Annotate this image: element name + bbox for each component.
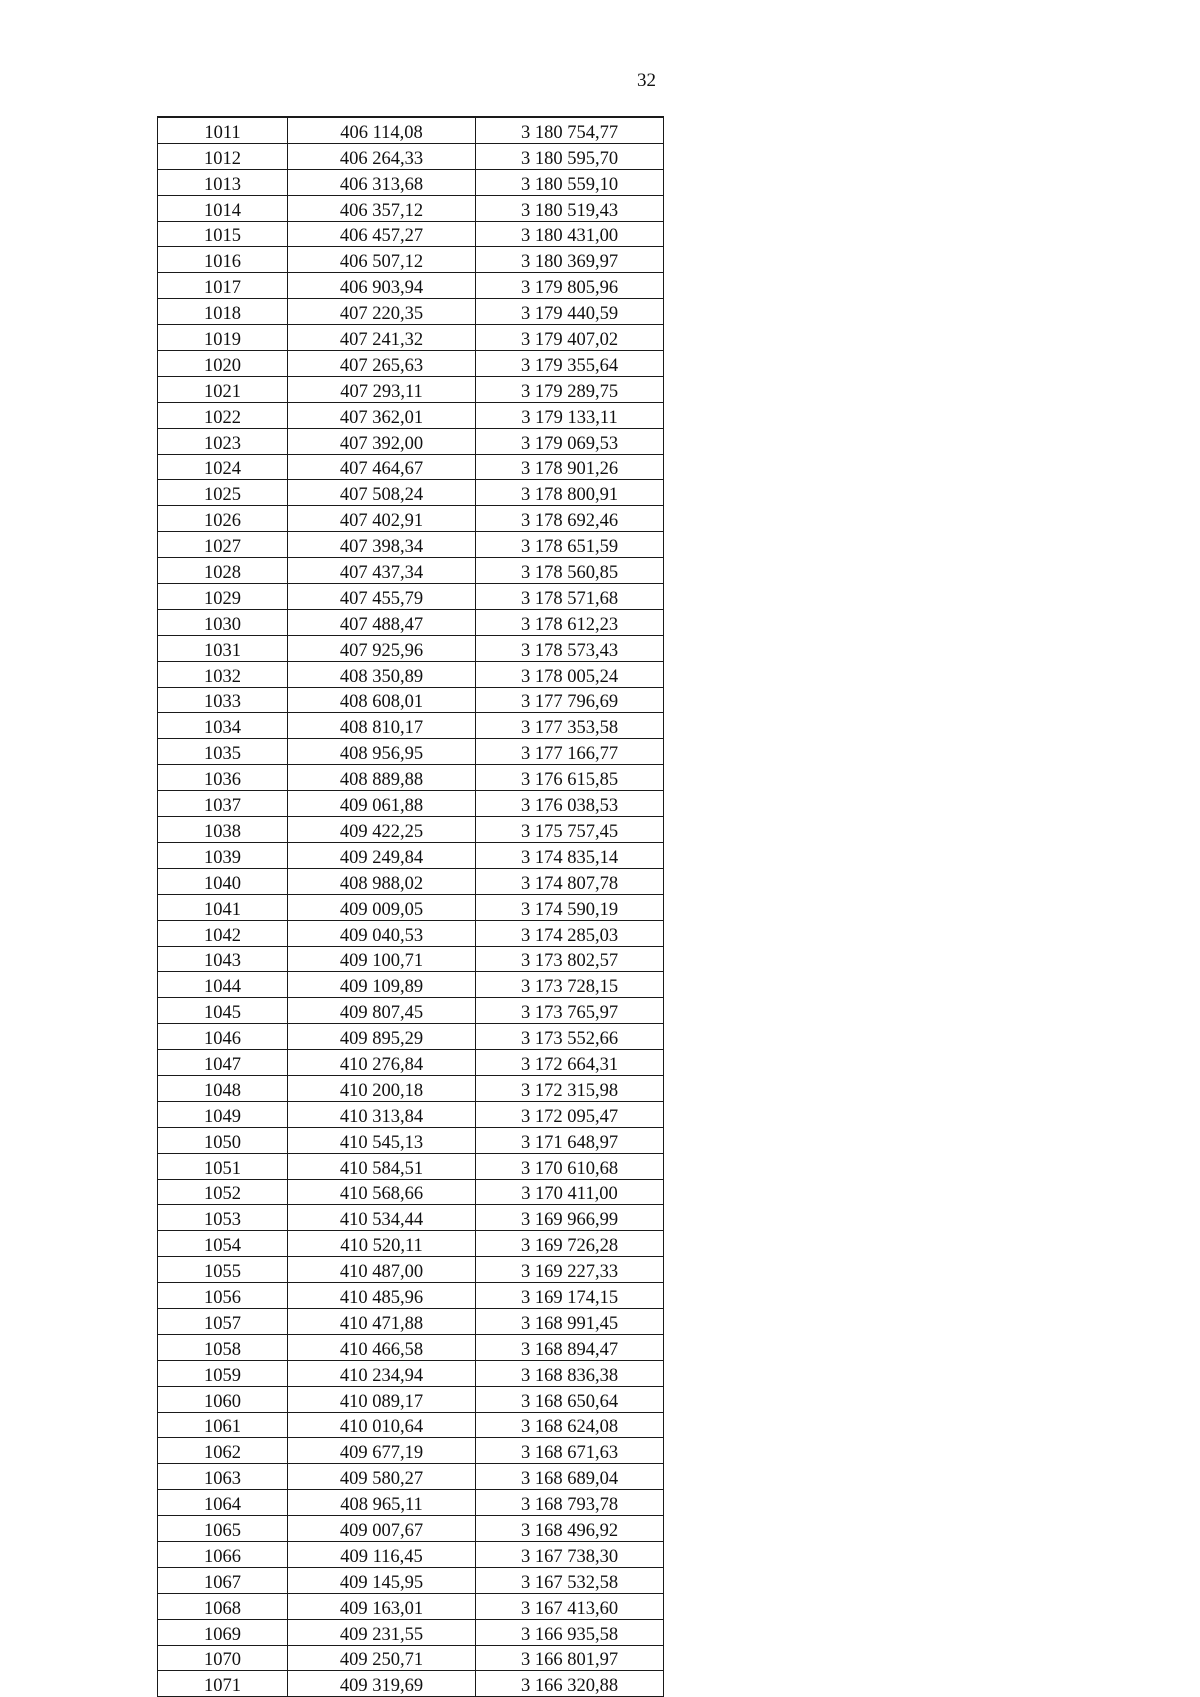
y-coordinate-cell: 3 173 728,15 bbox=[476, 972, 664, 998]
x-coordinate-cell: 410 520,11 bbox=[288, 1231, 476, 1257]
y-coordinate-cell: 3 177 796,69 bbox=[476, 687, 664, 713]
point-number-cell: 1040 bbox=[158, 868, 288, 894]
y-coordinate-cell: 3 180 595,70 bbox=[476, 143, 664, 169]
x-coordinate-cell: 408 956,95 bbox=[288, 739, 476, 765]
page-number: 32 bbox=[637, 70, 656, 91]
table-row bbox=[158, 325, 664, 351]
x-coordinate-cell: 410 485,96 bbox=[288, 1283, 476, 1309]
x-coordinate-cell: 410 534,44 bbox=[288, 1205, 476, 1231]
table-row bbox=[158, 1619, 664, 1645]
x-coordinate-cell: 409 163,01 bbox=[288, 1593, 476, 1619]
table-row bbox=[158, 1024, 664, 1050]
table-row bbox=[158, 143, 664, 169]
table-row bbox=[158, 1360, 664, 1386]
y-coordinate-cell: 3 179 440,59 bbox=[476, 299, 664, 325]
point-number-cell: 1058 bbox=[158, 1334, 288, 1360]
point-number-cell: 1012 bbox=[158, 143, 288, 169]
x-coordinate-cell: 407 488,47 bbox=[288, 609, 476, 635]
x-coordinate-cell: 409 109,89 bbox=[288, 972, 476, 998]
table-row bbox=[158, 920, 664, 946]
y-coordinate-cell: 3 171 648,97 bbox=[476, 1127, 664, 1153]
y-coordinate-cell: 3 174 807,78 bbox=[476, 868, 664, 894]
table-row bbox=[158, 247, 664, 273]
point-number-cell: 1045 bbox=[158, 998, 288, 1024]
table-row bbox=[158, 1257, 664, 1283]
x-coordinate-cell: 409 061,88 bbox=[288, 791, 476, 817]
x-coordinate-cell: 410 545,13 bbox=[288, 1127, 476, 1153]
y-coordinate-cell: 3 179 805,96 bbox=[476, 273, 664, 299]
point-number-cell: 1059 bbox=[158, 1360, 288, 1386]
x-coordinate-cell: 410 584,51 bbox=[288, 1153, 476, 1179]
table-row bbox=[158, 506, 664, 532]
y-coordinate-cell: 3 168 650,64 bbox=[476, 1386, 664, 1412]
point-number-cell: 1032 bbox=[158, 661, 288, 687]
table-row bbox=[158, 791, 664, 817]
y-coordinate-cell: 3 168 689,04 bbox=[476, 1464, 664, 1490]
x-coordinate-cell: 410 471,88 bbox=[288, 1308, 476, 1334]
point-number-cell: 1046 bbox=[158, 1024, 288, 1050]
x-coordinate-cell: 410 487,00 bbox=[288, 1257, 476, 1283]
table-row bbox=[158, 532, 664, 558]
y-coordinate-cell: 3 180 519,43 bbox=[476, 195, 664, 221]
x-coordinate-cell: 409 807,45 bbox=[288, 998, 476, 1024]
table-row bbox=[158, 817, 664, 843]
table-row bbox=[158, 1386, 664, 1412]
y-coordinate-cell: 3 176 615,85 bbox=[476, 765, 664, 791]
table-row bbox=[158, 1567, 664, 1593]
table-row bbox=[158, 1516, 664, 1542]
point-number-cell: 1054 bbox=[158, 1231, 288, 1257]
y-coordinate-cell: 3 180 369,97 bbox=[476, 247, 664, 273]
y-coordinate-cell: 3 179 407,02 bbox=[476, 325, 664, 351]
x-coordinate-cell: 409 422,25 bbox=[288, 817, 476, 843]
x-coordinate-cell: 406 313,68 bbox=[288, 169, 476, 195]
y-coordinate-cell: 3 180 559,10 bbox=[476, 169, 664, 195]
table-row bbox=[158, 1541, 664, 1567]
point-number-cell: 1028 bbox=[158, 558, 288, 584]
table-row bbox=[158, 221, 664, 247]
y-coordinate-cell: 3 179 133,11 bbox=[476, 402, 664, 428]
table-row bbox=[158, 1645, 664, 1671]
y-coordinate-cell: 3 168 793,78 bbox=[476, 1490, 664, 1516]
x-coordinate-cell: 407 455,79 bbox=[288, 584, 476, 610]
table-row bbox=[158, 351, 664, 377]
table-row bbox=[158, 1205, 664, 1231]
table-row bbox=[158, 1671, 664, 1697]
y-coordinate-cell: 3 178 560,85 bbox=[476, 558, 664, 584]
point-number-cell: 1051 bbox=[158, 1153, 288, 1179]
y-coordinate-cell: 3 178 571,68 bbox=[476, 584, 664, 610]
point-number-cell: 1070 bbox=[158, 1645, 288, 1671]
x-coordinate-cell: 406 903,94 bbox=[288, 273, 476, 299]
point-number-cell: 1065 bbox=[158, 1516, 288, 1542]
point-number-cell: 1042 bbox=[158, 920, 288, 946]
point-number-cell: 1068 bbox=[158, 1593, 288, 1619]
point-number-cell: 1037 bbox=[158, 791, 288, 817]
x-coordinate-cell: 407 398,34 bbox=[288, 532, 476, 558]
x-coordinate-cell: 410 313,84 bbox=[288, 1101, 476, 1127]
table-row bbox=[158, 1283, 664, 1309]
point-number-cell: 1030 bbox=[158, 609, 288, 635]
point-number-cell: 1036 bbox=[158, 765, 288, 791]
point-number-cell: 1048 bbox=[158, 1075, 288, 1101]
table-row bbox=[158, 972, 664, 998]
point-number-cell: 1020 bbox=[158, 351, 288, 377]
y-coordinate-cell: 3 172 664,31 bbox=[476, 1050, 664, 1076]
x-coordinate-cell: 408 608,01 bbox=[288, 687, 476, 713]
point-number-cell: 1057 bbox=[158, 1308, 288, 1334]
point-number-cell: 1031 bbox=[158, 635, 288, 661]
x-coordinate-cell: 409 007,67 bbox=[288, 1516, 476, 1542]
x-coordinate-cell: 407 925,96 bbox=[288, 635, 476, 661]
table-row bbox=[158, 1179, 664, 1205]
y-coordinate-cell: 3 179 289,75 bbox=[476, 376, 664, 402]
y-coordinate-cell: 3 174 590,19 bbox=[476, 894, 664, 920]
x-coordinate-cell: 407 220,35 bbox=[288, 299, 476, 325]
point-number-cell: 1029 bbox=[158, 584, 288, 610]
point-number-cell: 1014 bbox=[158, 195, 288, 221]
table-row bbox=[158, 1334, 664, 1360]
y-coordinate-cell: 3 173 552,66 bbox=[476, 1024, 664, 1050]
table-row bbox=[158, 480, 664, 506]
table-row bbox=[158, 1412, 664, 1438]
table-row bbox=[158, 946, 664, 972]
table-row bbox=[158, 558, 664, 584]
y-coordinate-cell: 3 172 095,47 bbox=[476, 1101, 664, 1127]
table-row bbox=[158, 842, 664, 868]
y-coordinate-cell: 3 173 802,57 bbox=[476, 946, 664, 972]
table-row bbox=[158, 402, 664, 428]
table-row bbox=[158, 376, 664, 402]
x-coordinate-cell: 408 350,89 bbox=[288, 661, 476, 687]
x-coordinate-cell: 407 293,11 bbox=[288, 376, 476, 402]
x-coordinate-cell: 408 965,11 bbox=[288, 1490, 476, 1516]
table-row bbox=[158, 1101, 664, 1127]
table-row bbox=[158, 117, 664, 143]
point-number-cell: 1047 bbox=[158, 1050, 288, 1076]
y-coordinate-cell: 3 166 935,58 bbox=[476, 1619, 664, 1645]
y-coordinate-cell: 3 178 800,91 bbox=[476, 480, 664, 506]
x-coordinate-cell: 407 392,00 bbox=[288, 428, 476, 454]
y-coordinate-cell: 3 178 612,23 bbox=[476, 609, 664, 635]
y-coordinate-cell: 3 175 757,45 bbox=[476, 817, 664, 843]
y-coordinate-cell: 3 178 651,59 bbox=[476, 532, 664, 558]
table-row bbox=[158, 687, 664, 713]
y-coordinate-cell: 3 168 496,92 bbox=[476, 1516, 664, 1542]
x-coordinate-cell: 409 249,84 bbox=[288, 842, 476, 868]
point-number-cell: 1069 bbox=[158, 1619, 288, 1645]
point-number-cell: 1015 bbox=[158, 221, 288, 247]
y-coordinate-cell: 3 178 901,26 bbox=[476, 454, 664, 480]
point-number-cell: 1071 bbox=[158, 1671, 288, 1697]
x-coordinate-cell: 409 895,29 bbox=[288, 1024, 476, 1050]
x-coordinate-cell: 407 402,91 bbox=[288, 506, 476, 532]
table-row bbox=[158, 1464, 664, 1490]
table-row bbox=[158, 195, 664, 221]
point-number-cell: 1049 bbox=[158, 1101, 288, 1127]
x-coordinate-cell: 409 145,95 bbox=[288, 1567, 476, 1593]
x-coordinate-cell: 407 265,63 bbox=[288, 351, 476, 377]
x-coordinate-cell: 406 264,33 bbox=[288, 143, 476, 169]
x-coordinate-cell: 410 466,58 bbox=[288, 1334, 476, 1360]
table-row bbox=[158, 454, 664, 480]
point-number-cell: 1052 bbox=[158, 1179, 288, 1205]
point-number-cell: 1064 bbox=[158, 1490, 288, 1516]
y-coordinate-cell: 3 174 835,14 bbox=[476, 842, 664, 868]
point-number-cell: 1026 bbox=[158, 506, 288, 532]
point-number-cell: 1013 bbox=[158, 169, 288, 195]
point-number-cell: 1050 bbox=[158, 1127, 288, 1153]
y-coordinate-cell: 3 177 166,77 bbox=[476, 739, 664, 765]
table-row bbox=[158, 661, 664, 687]
y-coordinate-cell: 3 180 431,00 bbox=[476, 221, 664, 247]
point-number-cell: 1018 bbox=[158, 299, 288, 325]
table-row bbox=[158, 584, 664, 610]
point-number-cell: 1024 bbox=[158, 454, 288, 480]
table-row bbox=[158, 1153, 664, 1179]
coordinates-table bbox=[157, 116, 664, 1697]
point-number-cell: 1041 bbox=[158, 894, 288, 920]
x-coordinate-cell: 409 250,71 bbox=[288, 1645, 476, 1671]
x-coordinate-cell: 409 040,53 bbox=[288, 920, 476, 946]
point-number-cell: 1025 bbox=[158, 480, 288, 506]
point-number-cell: 1066 bbox=[158, 1541, 288, 1567]
point-number-cell: 1055 bbox=[158, 1257, 288, 1283]
x-coordinate-cell: 407 437,34 bbox=[288, 558, 476, 584]
x-coordinate-cell: 410 568,66 bbox=[288, 1179, 476, 1205]
x-coordinate-cell: 406 114,08 bbox=[288, 117, 476, 143]
y-coordinate-cell: 3 178 005,24 bbox=[476, 661, 664, 687]
point-number-cell: 1056 bbox=[158, 1283, 288, 1309]
table-row bbox=[158, 894, 664, 920]
table-row bbox=[158, 713, 664, 739]
y-coordinate-cell: 3 170 411,00 bbox=[476, 1179, 664, 1205]
y-coordinate-cell: 3 168 624,08 bbox=[476, 1412, 664, 1438]
y-coordinate-cell: 3 178 573,43 bbox=[476, 635, 664, 661]
y-coordinate-cell: 3 170 610,68 bbox=[476, 1153, 664, 1179]
x-coordinate-cell: 408 810,17 bbox=[288, 713, 476, 739]
y-coordinate-cell: 3 167 413,60 bbox=[476, 1593, 664, 1619]
y-coordinate-cell: 3 168 894,47 bbox=[476, 1334, 664, 1360]
x-coordinate-cell: 409 319,69 bbox=[288, 1671, 476, 1697]
point-number-cell: 1021 bbox=[158, 376, 288, 402]
point-number-cell: 1011 bbox=[158, 117, 288, 143]
y-coordinate-cell: 3 180 754,77 bbox=[476, 117, 664, 143]
point-number-cell: 1060 bbox=[158, 1386, 288, 1412]
coordinates-table-body bbox=[158, 117, 664, 1697]
y-coordinate-cell: 3 173 765,97 bbox=[476, 998, 664, 1024]
y-coordinate-cell: 3 172 315,98 bbox=[476, 1075, 664, 1101]
table-row bbox=[158, 609, 664, 635]
table-row bbox=[158, 765, 664, 791]
x-coordinate-cell: 409 580,27 bbox=[288, 1464, 476, 1490]
table-row bbox=[158, 1593, 664, 1619]
table-row bbox=[158, 635, 664, 661]
y-coordinate-cell: 3 179 355,64 bbox=[476, 351, 664, 377]
table-row bbox=[158, 273, 664, 299]
y-coordinate-cell: 3 168 671,63 bbox=[476, 1438, 664, 1464]
point-number-cell: 1022 bbox=[158, 402, 288, 428]
x-coordinate-cell: 406 457,27 bbox=[288, 221, 476, 247]
table-row bbox=[158, 1127, 664, 1153]
point-number-cell: 1016 bbox=[158, 247, 288, 273]
y-coordinate-cell: 3 168 836,38 bbox=[476, 1360, 664, 1386]
y-coordinate-cell: 3 167 738,30 bbox=[476, 1541, 664, 1567]
x-coordinate-cell: 410 089,17 bbox=[288, 1386, 476, 1412]
table-row bbox=[158, 868, 664, 894]
table-row bbox=[158, 428, 664, 454]
x-coordinate-cell: 408 889,88 bbox=[288, 765, 476, 791]
y-coordinate-cell: 3 169 966,99 bbox=[476, 1205, 664, 1231]
point-number-cell: 1034 bbox=[158, 713, 288, 739]
y-coordinate-cell: 3 174 285,03 bbox=[476, 920, 664, 946]
y-coordinate-cell: 3 169 174,15 bbox=[476, 1283, 664, 1309]
point-number-cell: 1023 bbox=[158, 428, 288, 454]
y-coordinate-cell: 3 166 320,88 bbox=[476, 1671, 664, 1697]
table-row bbox=[158, 1050, 664, 1076]
x-coordinate-cell: 407 508,24 bbox=[288, 480, 476, 506]
y-coordinate-cell: 3 169 227,33 bbox=[476, 1257, 664, 1283]
x-coordinate-cell: 407 464,67 bbox=[288, 454, 476, 480]
x-coordinate-cell: 407 362,01 bbox=[288, 402, 476, 428]
y-coordinate-cell: 3 176 038,53 bbox=[476, 791, 664, 817]
table-row bbox=[158, 1308, 664, 1334]
x-coordinate-cell: 409 116,45 bbox=[288, 1541, 476, 1567]
x-coordinate-cell: 409 009,05 bbox=[288, 894, 476, 920]
table-row bbox=[158, 1438, 664, 1464]
x-coordinate-cell: 410 234,94 bbox=[288, 1360, 476, 1386]
y-coordinate-cell: 3 168 991,45 bbox=[476, 1308, 664, 1334]
point-number-cell: 1044 bbox=[158, 972, 288, 998]
point-number-cell: 1027 bbox=[158, 532, 288, 558]
point-number-cell: 1019 bbox=[158, 325, 288, 351]
x-coordinate-cell: 406 357,12 bbox=[288, 195, 476, 221]
point-number-cell: 1039 bbox=[158, 842, 288, 868]
point-number-cell: 1033 bbox=[158, 687, 288, 713]
y-coordinate-cell: 3 177 353,58 bbox=[476, 713, 664, 739]
point-number-cell: 1062 bbox=[158, 1438, 288, 1464]
table-row bbox=[158, 299, 664, 325]
y-coordinate-cell: 3 169 726,28 bbox=[476, 1231, 664, 1257]
point-number-cell: 1061 bbox=[158, 1412, 288, 1438]
x-coordinate-cell: 409 677,19 bbox=[288, 1438, 476, 1464]
x-coordinate-cell: 409 231,55 bbox=[288, 1619, 476, 1645]
table-row bbox=[158, 1075, 664, 1101]
point-number-cell: 1017 bbox=[158, 273, 288, 299]
x-coordinate-cell: 407 241,32 bbox=[288, 325, 476, 351]
point-number-cell: 1035 bbox=[158, 739, 288, 765]
table-row bbox=[158, 169, 664, 195]
y-coordinate-cell: 3 178 692,46 bbox=[476, 506, 664, 532]
x-coordinate-cell: 410 200,18 bbox=[288, 1075, 476, 1101]
table-row bbox=[158, 1231, 664, 1257]
point-number-cell: 1053 bbox=[158, 1205, 288, 1231]
table-row bbox=[158, 1490, 664, 1516]
point-number-cell: 1043 bbox=[158, 946, 288, 972]
x-coordinate-cell: 406 507,12 bbox=[288, 247, 476, 273]
y-coordinate-cell: 3 179 069,53 bbox=[476, 428, 664, 454]
x-coordinate-cell: 410 010,64 bbox=[288, 1412, 476, 1438]
x-coordinate-cell: 408 988,02 bbox=[288, 868, 476, 894]
point-number-cell: 1067 bbox=[158, 1567, 288, 1593]
y-coordinate-cell: 3 167 532,58 bbox=[476, 1567, 664, 1593]
x-coordinate-cell: 410 276,84 bbox=[288, 1050, 476, 1076]
point-number-cell: 1063 bbox=[158, 1464, 288, 1490]
table-row bbox=[158, 998, 664, 1024]
table-row bbox=[158, 739, 664, 765]
y-coordinate-cell: 3 166 801,97 bbox=[476, 1645, 664, 1671]
x-coordinate-cell: 409 100,71 bbox=[288, 946, 476, 972]
point-number-cell: 1038 bbox=[158, 817, 288, 843]
